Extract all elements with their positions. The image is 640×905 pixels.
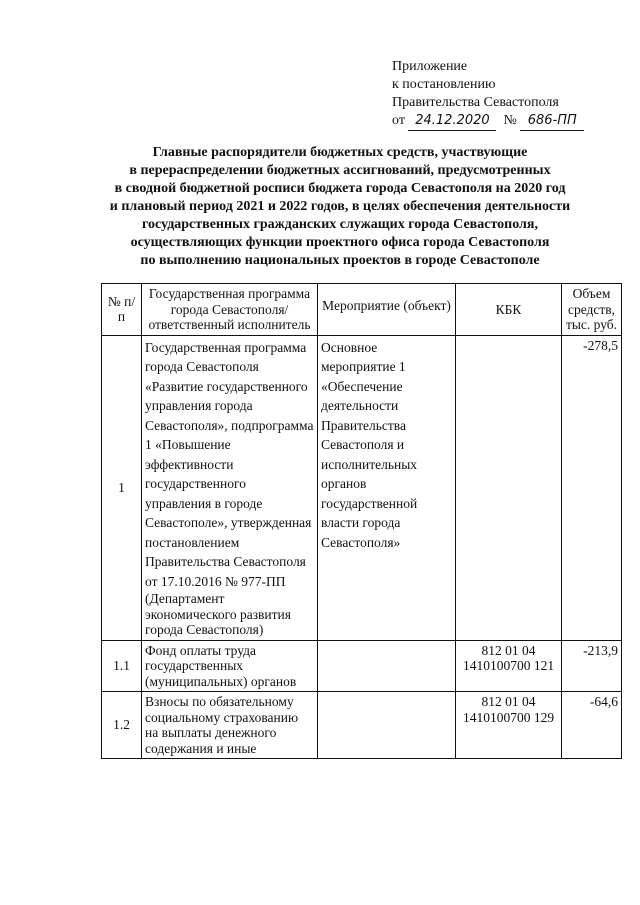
header-event: Мероприятие (объект): [318, 284, 456, 336]
table-row: [102, 335, 622, 640]
title-line: по выполнению национальных проектов в городе Севастополе: [140, 253, 540, 268]
appendix-block: [392, 58, 584, 131]
row-event: Основное мероприятие 1 «Обеспечение деятельности Правительства Севастополя и исполнительных органов государственной власти города Севастополя»: [318, 335, 456, 640]
row-num: 1.2: [102, 692, 142, 759]
row-kbk: [456, 335, 562, 640]
program-text: Государственная программа города Севастополя «Развитие государственного управления города Севастополя», подпрограмма 1 «Повышение эффективности государственного управления в городе Севастополе», утвержденная постановлением Правительства Севастополя от 17.10.2016 № 977-ПП: [145, 339, 314, 589]
title-line: государственных гражданских служащих города Севастополя,: [142, 217, 538, 232]
appendix-date-line: [392, 112, 584, 131]
row-num: 1: [102, 335, 142, 640]
table-row: [102, 640, 622, 692]
number-value: 686-ПП: [520, 112, 584, 131]
row-event: [318, 640, 456, 692]
row-num: 1.1: [102, 640, 142, 692]
row-program: [142, 335, 318, 640]
row-program: Фонд оплаты труда государственных (муниципальных) органов: [142, 640, 318, 692]
header-volume: Объем средств, тыс. руб.: [562, 284, 622, 336]
appendix-line-2: к постановлению: [392, 77, 496, 92]
title-line: осуществляющих функции проектного офиса города Севастополя: [130, 235, 550, 250]
header-num: № п/п: [102, 284, 142, 336]
header-kbk: КБК: [456, 284, 562, 336]
appendix-line-1: Приложение: [392, 59, 468, 74]
distributors-table: [101, 283, 622, 759]
row-event: [318, 692, 456, 759]
title-line: и плановый период 2021 и 2022 годов, в целях обеспечения деятельности: [109, 199, 571, 214]
appendix-line-3: Правительства Севастополя: [392, 95, 559, 110]
header-program: Государственная программа города Севастополя/ ответственный исполнитель: [142, 284, 318, 336]
table-row: [102, 692, 622, 759]
row-volume: -64,6: [562, 692, 622, 759]
row-kbk: 812 01 04 1410100700 129: [456, 692, 562, 759]
row-volume: -278,5: [562, 335, 622, 640]
executor-text: (Департамент экономического развития города Севастополя): [145, 591, 291, 637]
title-line: в перераспределении бюджетных ассигнований, предусмотренных: [129, 163, 551, 178]
table-header-row: [102, 284, 622, 336]
date-prefix: от: [392, 113, 405, 128]
row-program: Взносы по обязательному социальному страхованию на выплаты денежного содержания и иные: [142, 692, 318, 759]
document-title: [100, 144, 580, 270]
date-value: 24.12.2020: [408, 112, 496, 131]
title-line: в сводной бюджетной росписи бюджета города Севастополя на 2020 год: [114, 181, 566, 196]
row-kbk: 812 01 04 1410100700 121: [456, 640, 562, 692]
row-volume: -213,9: [562, 640, 622, 692]
title-line: Главные распорядители бюджетных средств, участвующие: [152, 145, 528, 160]
number-prefix: №: [503, 113, 517, 128]
